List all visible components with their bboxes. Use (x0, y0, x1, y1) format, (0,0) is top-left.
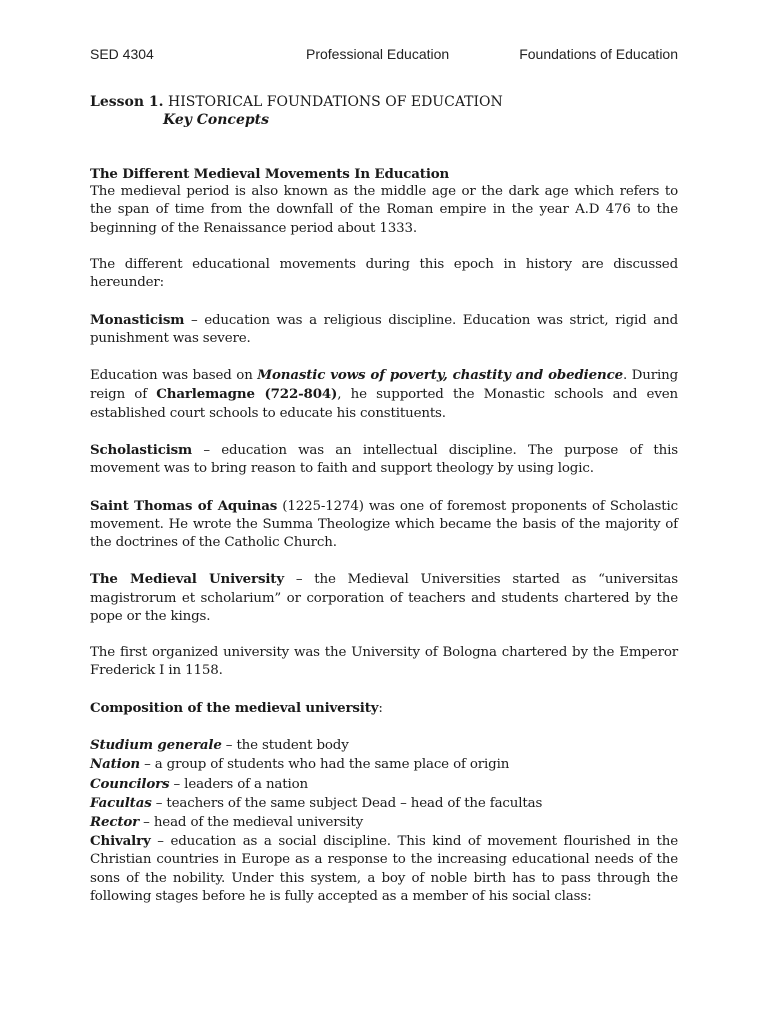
monastic-vows-paragraph: Education was based on Monastic vows of poverty, chastity and obedience. During reign of Charlemagne (722-804), he supported the Monastic schools and even established court schools to educate his constituents. (90, 367, 679, 421)
university-paragraph: The Medieval University – the Medieval Universities started as “universitas magistrorum et scholarium” or corporation of teachers and students chartered by the pope or the kings. (90, 571, 678, 624)
course-code: SED 4304 (90, 46, 154, 62)
aquinas-name: Saint Thomas of Aquinas (90, 497, 278, 514)
scholasticism-paragraph: Scholasticism – education was an intellectual discipline. The purpose of this movement was to bring reason to faith and support theology by using logic. (90, 441, 678, 477)
first-university-paragraph: The first organized university was the University of Bologna chartered by the Emperor Frederick I in 1158. (90, 645, 678, 679)
composition-heading: Composition of the medieval university: (90, 699, 383, 716)
header-category: Professional Education (306, 46, 450, 62)
section-heading: The Different Medieval Movements In Education (90, 166, 450, 182)
intro-paragraph: The medieval period is also known as the middle age or the dark age which refers to the span of time from the downfall of the Roman empire in the year A.D 476 to the beginning of the Renaissance period about 1333. (90, 184, 678, 236)
monasticism-paragraph: Monasticism – education was a religious discipline. Education was strict, rigid and punishment was severe. (90, 311, 678, 346)
page-header (90, 46, 678, 66)
aquinas-paragraph: Saint Thomas of Aquinas (1225-1274) was one of foremost proponents of Scholastic movement. He wrote the Summa Theologize which became the basis of the majority of the doctrines of the Catholic Church. (90, 497, 678, 550)
lesson-heading: HISTORICAL FOUNDATIONS OF EDUCATION (167, 94, 503, 110)
scholasticism-term: Scholasticism (90, 441, 193, 458)
monasticism-term: Monasticism (90, 311, 185, 328)
charlemagne-term: Charlemagne (722-804) (156, 386, 338, 403)
document-body (90, 165, 678, 906)
lesson-number: Lesson 1. (90, 94, 164, 110)
university-term: The Medieval University (90, 571, 284, 588)
monastic-vows-term: Monastic vows of poverty, chastity and obedience (257, 367, 623, 384)
list-item: Nation – a group of students who had the same place of origin (90, 756, 510, 773)
list-item: Studium generale – the student body (90, 737, 349, 754)
list-item: Councilors – leaders of a nation (90, 775, 309, 792)
list-item: Facultas – teachers of the same subject Dead – head of the facultas (90, 794, 543, 811)
lesson-subtitle: Key Concepts (163, 112, 270, 128)
chivalry-term: Chivalry (90, 833, 151, 850)
chivalry-paragraph: Chivalry – education as a social discipline. This kind of movement flourished in the Christian countries in Europe as a response to the increasing educational needs of the sons of the nobility. Under this system, a boy of noble birth has to pass through the following stages before he is fully accepted as a member of his social class: (90, 833, 678, 904)
lesson-title (90, 93, 503, 129)
header-subject: Foundations of Education (519, 46, 678, 62)
list-item: Rector – head of the medieval university (90, 813, 364, 830)
spacer (90, 718, 678, 736)
movements-intro-paragraph: The different educational movements during this epoch in history are discussed hereunder: (90, 257, 678, 291)
